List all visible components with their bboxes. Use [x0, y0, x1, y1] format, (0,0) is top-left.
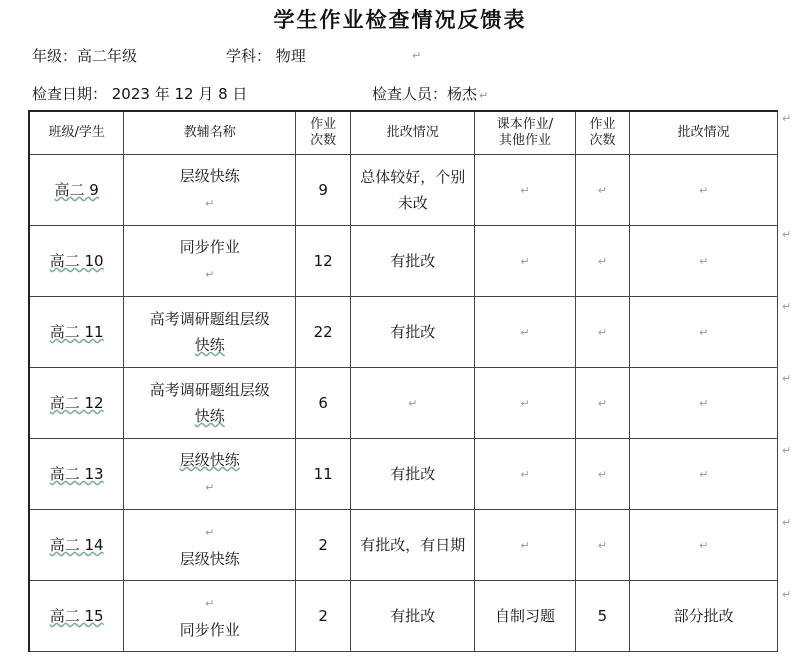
- row-end-mark: ↵: [782, 300, 792, 313]
- table-row: [29, 368, 778, 439]
- header-other-homework: 课本作业/ 其他作业: [475, 111, 575, 155]
- header-class: 班级/学生: [29, 111, 124, 155]
- status2-cell: ↵: [630, 510, 778, 581]
- document-title: 学生作业检查情况反馈表: [273, 8, 527, 32]
- table-row: [29, 439, 778, 510]
- table-row: [29, 155, 778, 226]
- table-row: [29, 226, 778, 297]
- header-status-2: 批改情况: [630, 111, 778, 155]
- grade-text: 年级：高二年级: [32, 47, 138, 65]
- status-cell: 总体较好，个别 未改: [351, 155, 475, 226]
- count2-cell: ↵: [575, 510, 630, 581]
- count-cell: 6: [296, 368, 351, 439]
- subject-value: 物理: [275, 47, 306, 65]
- count2-cell: ↵: [575, 155, 630, 226]
- inspector-text: 检查人员：杨杰: [372, 85, 478, 103]
- book-cell: ↵ 同步作业: [124, 581, 296, 652]
- header-status: 批改情况: [351, 111, 475, 155]
- count-cell: 12: [296, 226, 351, 297]
- book-cell: 高考调研题组层级 快练: [124, 368, 296, 439]
- book-cell: 层级快练 ↵: [124, 155, 296, 226]
- class-cell: 高二 10: [29, 226, 124, 297]
- date-line: [32, 83, 247, 104]
- status2-cell: 部分批改: [630, 581, 778, 652]
- count-cell: 2: [296, 581, 351, 652]
- other-cell: ↵: [475, 439, 575, 510]
- status2-cell: ↵: [630, 368, 778, 439]
- subject-label: 学科：: [226, 47, 272, 65]
- check-date: 检查日期： 2023 年 12 月 8 日: [32, 85, 248, 103]
- status2-cell: ↵: [630, 155, 778, 226]
- count-cell: 22: [296, 297, 351, 368]
- row-end-mark: ↵: [782, 588, 792, 601]
- inspection-table: [28, 110, 778, 652]
- count2-cell: ↵: [575, 226, 630, 297]
- status-cell: 有批改: [351, 297, 475, 368]
- row-end-mark: ↵: [782, 444, 792, 457]
- table-row: [29, 510, 778, 581]
- book-cell: 高考调研题组层级 快练: [124, 297, 296, 368]
- status-cell: 有批改: [351, 226, 475, 297]
- other-cell: ↵: [475, 510, 575, 581]
- other-cell: ↵: [475, 368, 575, 439]
- count2-cell: ↵: [575, 439, 630, 510]
- header-count-2: 作业 次数: [575, 111, 630, 155]
- table-row: [29, 297, 778, 368]
- paragraph-mark: ↵: [412, 49, 422, 62]
- status2-cell: ↵: [630, 439, 778, 510]
- count2-cell: 5: [575, 581, 630, 652]
- status2-cell: ↵: [630, 297, 778, 368]
- class-cell: 高二 14: [29, 510, 124, 581]
- row-end-mark: ↵: [782, 112, 792, 125]
- class-cell: 高二 11: [29, 297, 124, 368]
- other-cell: 自制习题: [475, 581, 575, 652]
- book-cell: 层级快练 ↵: [124, 439, 296, 510]
- row-end-mark: ↵: [782, 516, 792, 529]
- class-cell: 高二 13: [29, 439, 124, 510]
- inspector-line: 检查人员：杨杰 ↵: [372, 85, 489, 103]
- count2-cell: ↵: [575, 368, 630, 439]
- status2-cell: ↵: [630, 226, 778, 297]
- other-cell: ↵: [475, 155, 575, 226]
- header-row: [29, 111, 778, 155]
- count-cell: 2: [296, 510, 351, 581]
- class-cell: 高二 12: [29, 368, 124, 439]
- status-cell: 有批改: [351, 439, 475, 510]
- count-cell: 9: [296, 155, 351, 226]
- book-cell: 同步作业 ↵: [124, 226, 296, 297]
- count2-cell: ↵: [575, 297, 630, 368]
- table-row: [29, 581, 778, 652]
- row-end-mark: ↵: [782, 372, 792, 385]
- class-cell: 高二 15: [29, 581, 124, 652]
- book-cell: ↵ 层级快练: [124, 510, 296, 581]
- status-cell: 有批改，有日期: [351, 510, 475, 581]
- grade-line: [32, 45, 137, 66]
- header-book: 教辅名称: [124, 111, 296, 155]
- other-cell: ↵: [475, 226, 575, 297]
- count-cell: 11: [296, 439, 351, 510]
- other-cell: ↵: [475, 297, 575, 368]
- status-cell: 有批改: [351, 581, 475, 652]
- row-end-mark: ↵: [782, 228, 792, 241]
- status-cell: ↵: [351, 368, 475, 439]
- subject-line: [226, 45, 306, 66]
- class-cell: 高二 9: [29, 155, 124, 226]
- header-count: 作业 次数: [296, 111, 351, 155]
